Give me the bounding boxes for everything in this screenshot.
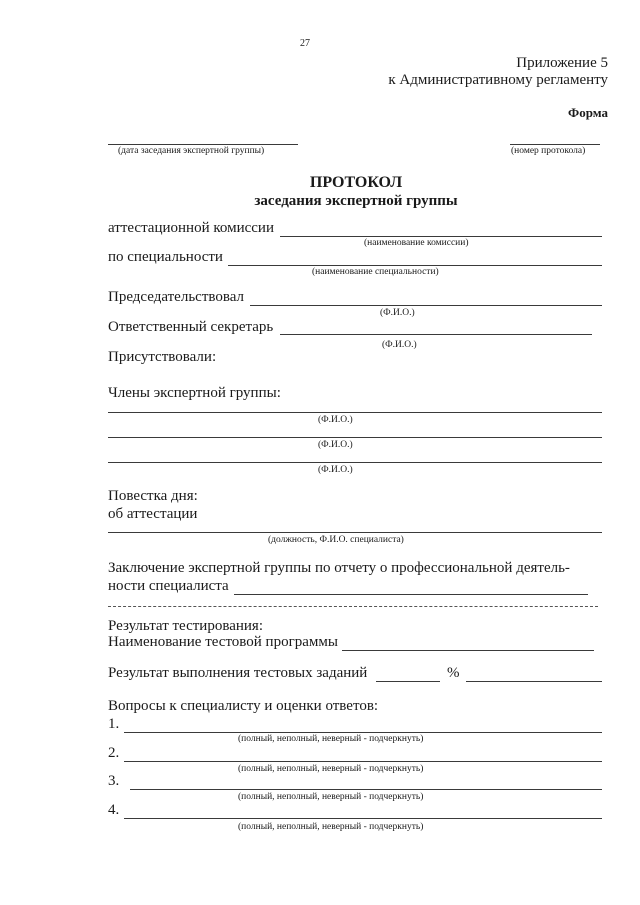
question-answer-field xyxy=(124,761,602,762)
chair-caption: (Ф.И.О.) xyxy=(380,308,415,318)
appendix-line-1: Приложение 5 xyxy=(516,55,608,71)
test-program-label: Наименование тестовой программы xyxy=(108,634,338,650)
question-number: 4. xyxy=(108,802,120,818)
questions-label: Вопросы к специалисту и оценки ответов: xyxy=(108,698,379,714)
question-number: 1. xyxy=(108,716,120,732)
question-number: 3. xyxy=(108,773,120,789)
specialty-field xyxy=(228,265,602,266)
commission-label: аттестационной комиссии xyxy=(108,220,274,236)
question-number: 2. xyxy=(108,745,120,761)
member-field xyxy=(108,437,602,438)
specialty-caption: (наименование специальности) xyxy=(312,267,439,277)
conclusion-field-continued xyxy=(108,606,598,607)
question-caption: (полный, неполный, неверный - подчеркнуть) xyxy=(238,764,424,774)
agenda-field xyxy=(108,532,602,533)
question-answer-field xyxy=(124,732,602,733)
agenda-label: Повестка дня: xyxy=(108,488,198,504)
page-subtitle: заседания экспертной группы xyxy=(254,193,458,209)
test-tasks-score-field xyxy=(376,681,440,682)
agenda-item: об аттестации xyxy=(108,506,198,522)
secretary-label: Ответственный секретарь xyxy=(108,319,274,335)
test-result-label: Результат тестирования: xyxy=(108,618,263,634)
conclusion-field xyxy=(234,594,588,595)
specialty-label: по специальности xyxy=(108,249,223,265)
secretary-field xyxy=(280,334,592,335)
chair-label: Председательствовал xyxy=(108,289,245,305)
member-caption: (Ф.И.О.) xyxy=(318,415,353,425)
member-field xyxy=(108,412,602,413)
members-label: Члены экспертной группы: xyxy=(108,385,281,401)
question-caption: (полный, неполный, неверный - подчеркнуть) xyxy=(238,822,424,832)
member-caption: (Ф.И.О.) xyxy=(318,465,353,475)
question-answer-field xyxy=(130,789,602,790)
question-caption: (полный, неполный, неверный - подчеркнуть) xyxy=(238,792,424,802)
protocol-number-line xyxy=(510,144,600,145)
percent-sign: % xyxy=(447,665,460,681)
commission-caption: (наименование комиссии) xyxy=(364,238,469,248)
secretary-caption: (Ф.И.О.) xyxy=(382,340,417,350)
page-title: ПРОТОКОЛ xyxy=(309,174,403,191)
present-label: Присутствовали: xyxy=(108,349,217,365)
conclusion-line-1: Заключение экспертной группы по отчету о профессиональной деятель- xyxy=(108,560,570,576)
form-label: Форма xyxy=(568,105,608,120)
page-number: 27 xyxy=(300,38,310,49)
question-answer-field xyxy=(124,818,602,819)
question-caption: (полный, неполный, неверный - подчеркнуть) xyxy=(238,734,424,744)
date-line xyxy=(108,144,298,145)
appendix-line-2: к Административному регламенту xyxy=(388,72,608,88)
test-tasks-extra-field xyxy=(466,681,602,682)
member-field xyxy=(108,462,602,463)
commission-field xyxy=(280,236,602,237)
test-tasks-label: Результат выполнения тестовых заданий xyxy=(108,665,368,681)
date-caption: (дата заседания экспертной группы) xyxy=(118,146,265,156)
conclusion-line-2: ности специалиста xyxy=(108,578,229,594)
agenda-caption: (должность, Ф.И.О. специалиста) xyxy=(268,535,404,545)
protocol-number-caption: (номер протокола) xyxy=(511,146,586,156)
test-program-field xyxy=(342,650,594,651)
member-caption: (Ф.И.О.) xyxy=(318,440,353,450)
chair-field xyxy=(250,305,602,306)
